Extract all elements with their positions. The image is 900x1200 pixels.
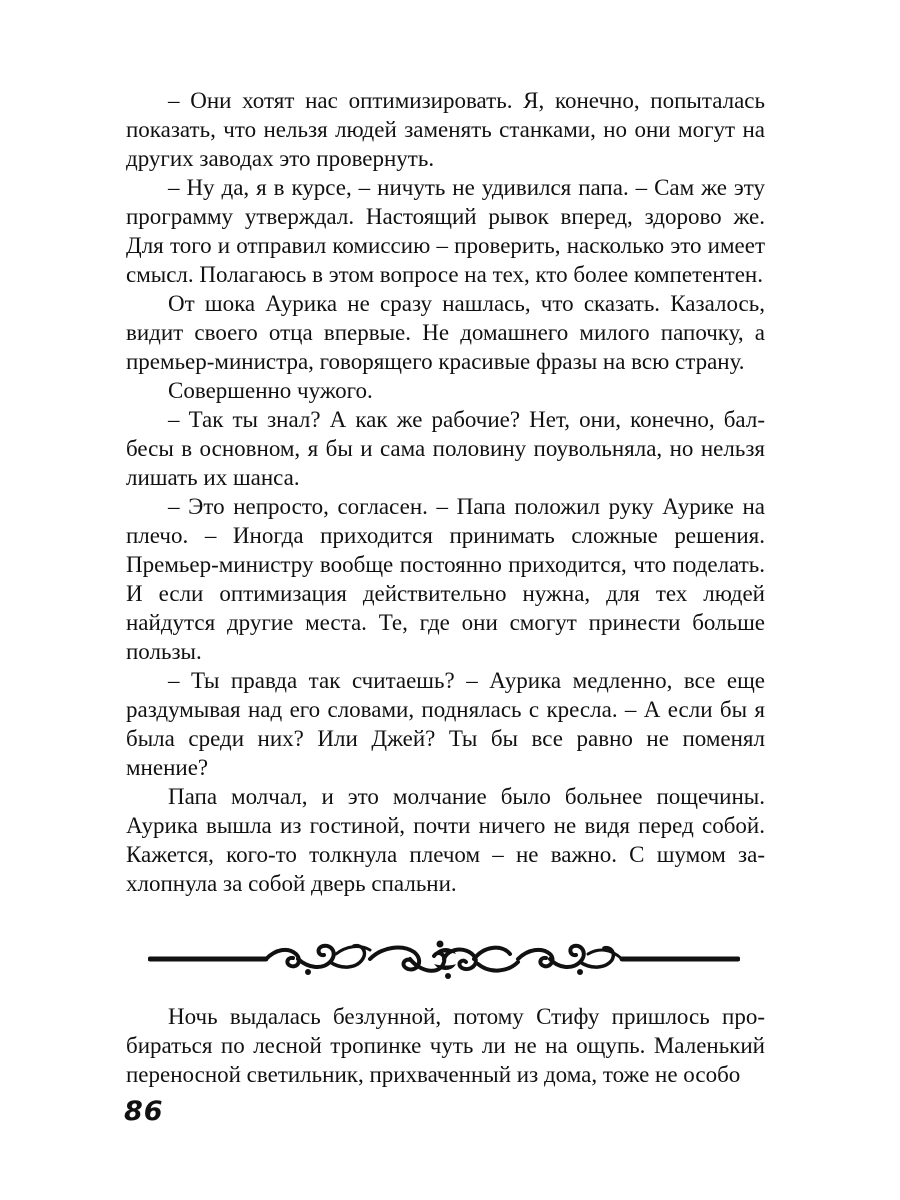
text-block-top [126,86,765,898]
text-block-bottom [126,1002,765,1089]
paragraph: – Они хотят нас оптимизировать. Я, конечно, попыталась показать, что нельзя людей заменять станками, но они могут на других заводах это провернуть. [126,88,765,171]
paragraph: Совершенно чужого. [168,378,373,403]
paragraph: – Так ты знал? А как же рабочие? Нет, они, конечно, балбесы в основном, я бы и сама половину поувольняла, но нельзя лишать их шанса. [126,407,765,490]
paragraph: Папа молчал, и это молчание было больнее пощечины. Аурика вышла из гостиной, почти ничего не видя перед собой. Кажется, кого-то толкнула плечом – не важно. С шумом захлопнула за собой дверь спальни. [126,784,765,896]
ornamental-divider-icon [148,932,740,984]
page-number: 86 [124,1096,164,1127]
paragraph: – Ты правда так считаешь? – Аурика медленно, все еще раздумывая над его словами, поднялась с кресла. – А если бы я была среди них? Или Джей? Ты бы все равно не поменял мнение? [126,668,765,780]
paragraph: От шока Аурика не сразу нашлась, что сказать. Казалось, видит своего отца впервые. Не домашнего милого папочку, а премьер-министра, говорящего красивые фразы на всю страну. [126,291,765,374]
paragraph: Ночь выдалась безлунной, потому Стифу пришлось пробираться по лесной тропинке чуть ли не на ощупь. Маленький переносной светильник, прихваченный из дома, тоже не особо [126,1004,765,1087]
paragraph: – Это непросто, согласен. – Папа положил руку Аурике на плечо. – Иногда приходится принимать сложные решения. Премьер-министру вообще постоянно приходится, что поделать. И если оптимизация действительно нужна, для тех людей найдутся другие места. Те, где они смогут принести больше пользы. [126,494,765,664]
paragraph: – Ну да, я в курсе, – ничуть не удивился папа. – Сам же эту программу утверждал. Настоящий рывок вперед, здорово же. Для того и отправил комиссию – проверить, насколько это имеет смысл. Полагаюсь в этом вопросе на тех, кто более компетентен. [126,175,765,287]
